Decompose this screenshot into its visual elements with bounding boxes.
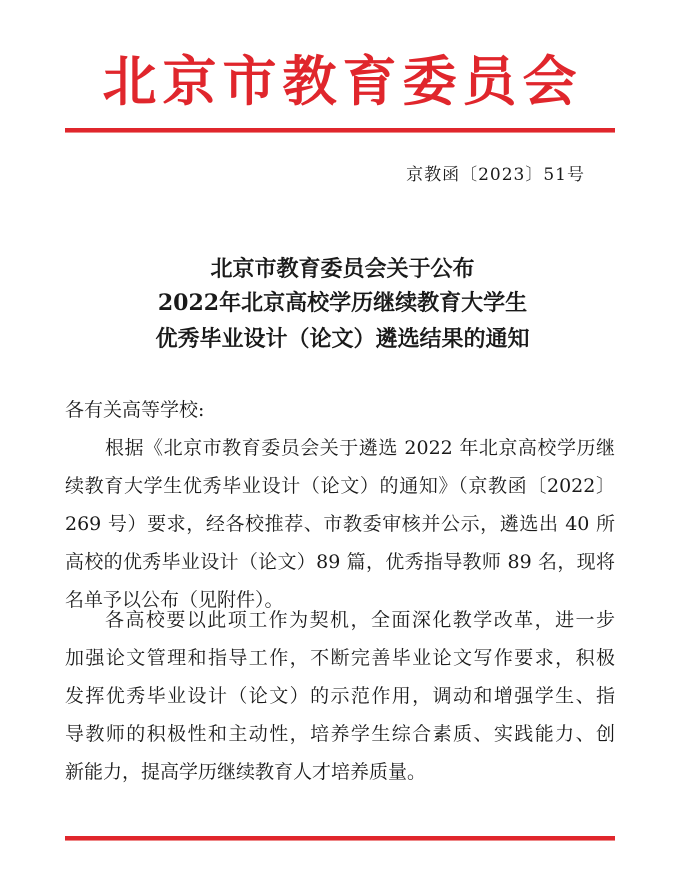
footer-red-divider xyxy=(65,836,615,841)
paragraph-1-line: 根据《北京市教育委员会关于遴选 2022 年北京高校学历继 xyxy=(105,437,615,459)
title-line-3: 优秀毕业设计（论文）遴选结果的通知 xyxy=(155,326,530,352)
salutation: 各有关高等学校: xyxy=(65,399,205,421)
document-number: 京教函〔2023〕51号 xyxy=(406,165,585,185)
paragraph-1-line: 名单予以公布（见附件）。 xyxy=(65,589,284,611)
paragraph-2-line: 新能力，提高学历继续教育人才培养质量。 xyxy=(65,761,427,783)
header-red-divider xyxy=(65,128,615,133)
paragraph-1-line: 续教育大学生优秀毕业设计（论文）的通知》（京教函〔2022〕 xyxy=(65,475,615,497)
masthead: 北京市教育委员会 xyxy=(102,50,583,113)
title-line-2: 2022年北京高校学历继续教育大学生 xyxy=(157,290,528,316)
title-line-1: 北京市教育委员会关于公布 xyxy=(210,256,475,282)
paragraph-1-line: 269 号）要求，经各校推荐、市教委审核并公示，遴选出 40 所 xyxy=(65,513,615,535)
paragraph-2-line: 发挥优秀毕业设计（论文）的示范作用，调动和增强学生、指 xyxy=(65,685,615,707)
paragraph-2-line: 加强论文管理和指导工作，不断完善毕业论文写作要求，积极 xyxy=(65,647,615,669)
paragraph-1-line: 高校的优秀毕业设计（论文）89 篇，优秀指导教师 89 名，现将 xyxy=(65,551,615,573)
paragraph-2-line: 导教师的积极性和主动性，培养学生综合素质、实践能力、创 xyxy=(65,723,615,745)
paragraph-2-line: 各高校要以此项工作为契机，全面深化教学改革，进一步 xyxy=(105,609,615,631)
